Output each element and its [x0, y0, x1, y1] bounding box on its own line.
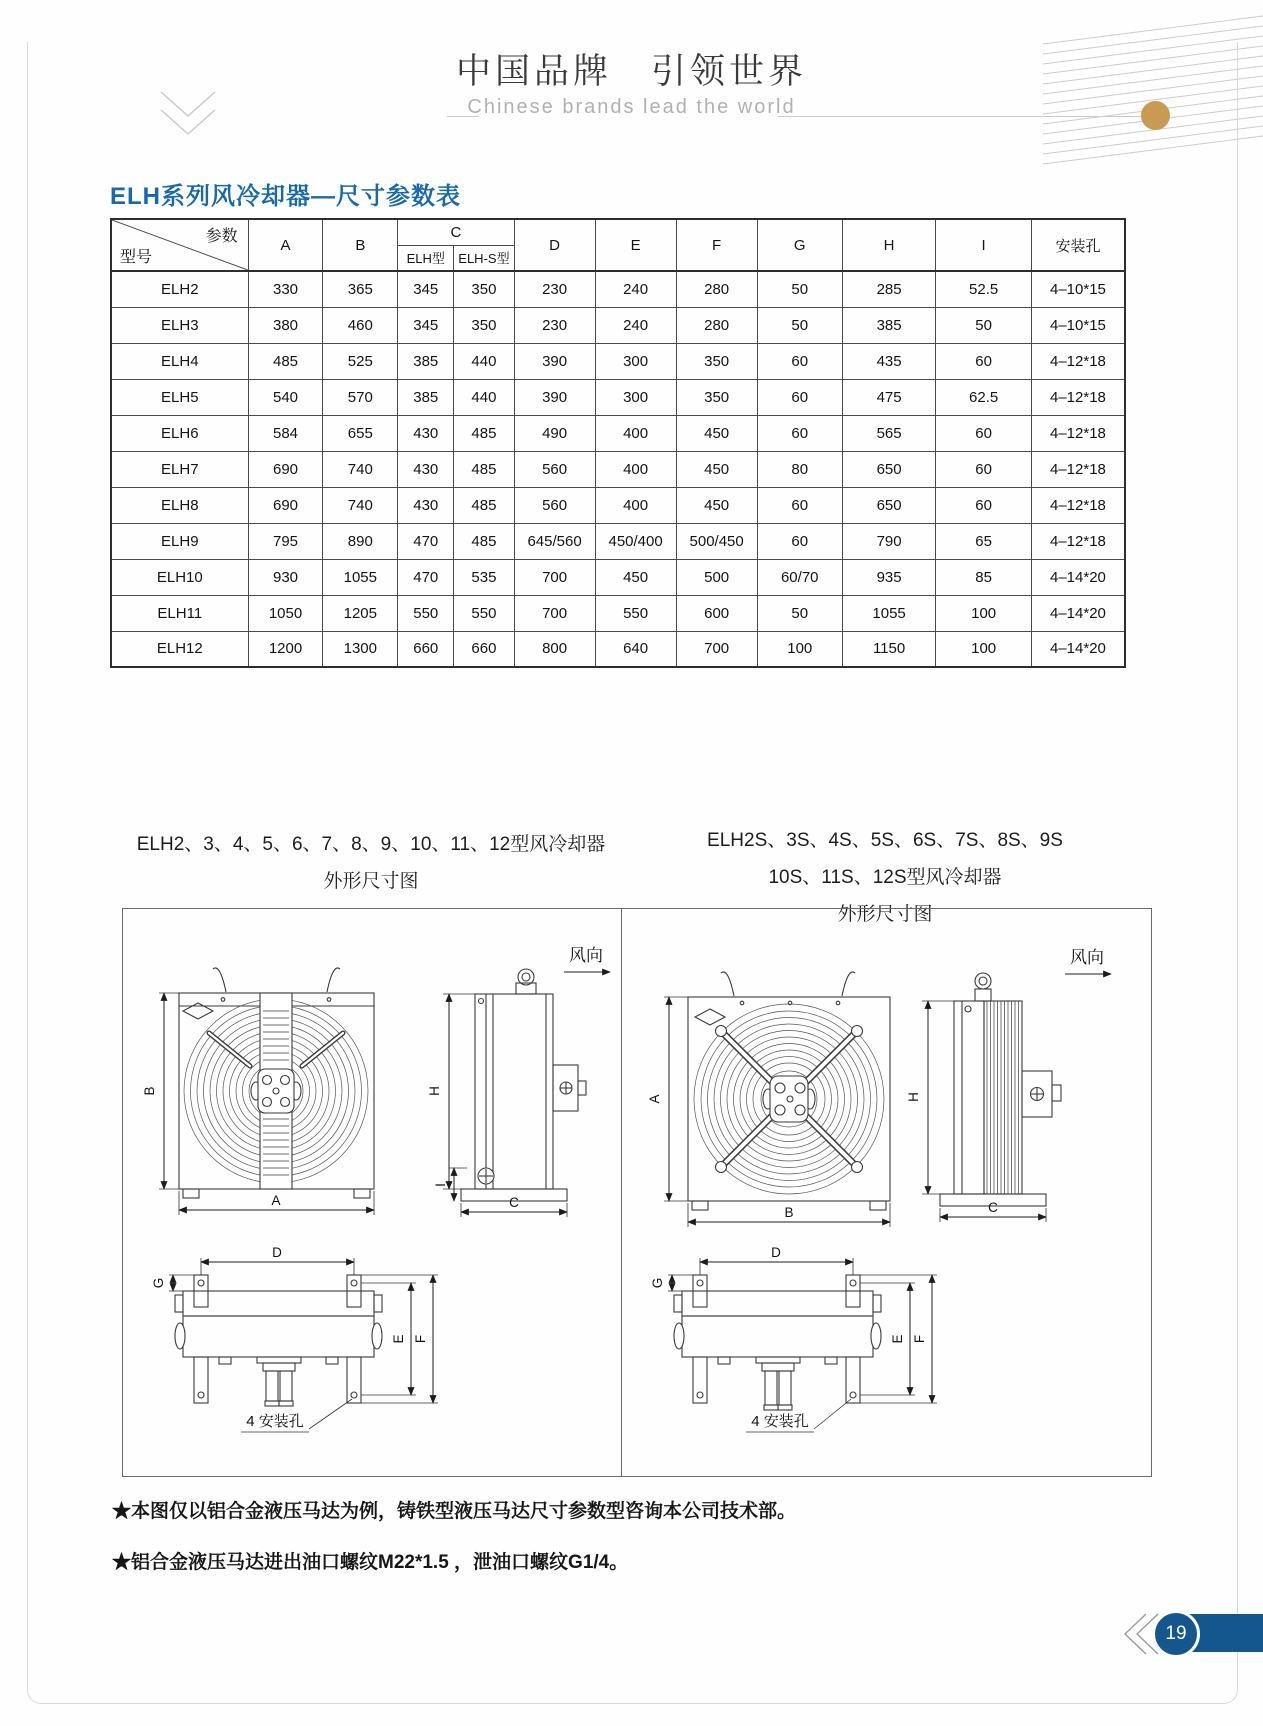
- col-header-b: B: [323, 219, 398, 271]
- value-cell: 4–12*18: [1031, 523, 1125, 559]
- model-cell: ELH12: [111, 631, 248, 667]
- value-cell: 700: [676, 631, 757, 667]
- value-cell: 285: [842, 271, 936, 307]
- value-cell: 62.5: [936, 379, 1032, 415]
- model-cell: ELH7: [111, 451, 248, 487]
- corner-label-param: 参数: [205, 228, 238, 245]
- header-slogan-en: Chinese brands lead the world: [467, 96, 796, 118]
- dim-label-a: A: [647, 1094, 662, 1104]
- value-cell: 385: [842, 307, 936, 343]
- table-row: [111, 559, 1125, 595]
- value-cell: 485: [454, 523, 514, 559]
- dim-label-g: G: [650, 1277, 665, 1289]
- wind-direction-label: 风向: [1070, 948, 1104, 967]
- model-cell: ELH3: [111, 307, 248, 343]
- table-row: [111, 415, 1125, 451]
- table-row: [111, 307, 1125, 343]
- model-cell: ELH11: [111, 595, 248, 631]
- value-cell: 330: [248, 271, 323, 307]
- value-cell: 740: [323, 451, 398, 487]
- value-cell: 565: [842, 415, 936, 451]
- value-cell: 645/560: [514, 523, 595, 559]
- value-cell: 550: [595, 595, 676, 631]
- col-header-c-elh: ELH型: [398, 245, 454, 271]
- value-cell: 390: [514, 379, 595, 415]
- col-header-mount: 安装孔: [1031, 219, 1125, 271]
- value-cell: 4–10*15: [1031, 271, 1125, 307]
- value-cell: 450: [676, 451, 757, 487]
- page-number: 19: [1165, 1623, 1187, 1644]
- value-cell: 50: [757, 271, 842, 307]
- table-corner-cell: [111, 219, 248, 271]
- dim-label-h: H: [427, 1086, 442, 1096]
- value-cell: 430: [398, 451, 454, 487]
- dim-label-d: D: [272, 1245, 282, 1260]
- header-divider-left: [447, 116, 479, 117]
- dim-label-c: C: [509, 1195, 519, 1210]
- caption-right-line3: 外形尺寸图: [837, 904, 933, 925]
- value-cell: 485: [248, 343, 323, 379]
- value-cell: 300: [595, 343, 676, 379]
- value-cell: 4–12*18: [1031, 451, 1125, 487]
- value-cell: 230: [514, 307, 595, 343]
- col-header-h: H: [842, 219, 936, 271]
- value-cell: 4–12*18: [1031, 415, 1125, 451]
- caption-right-line2: 10S、11S、12S型风冷却器: [768, 867, 1002, 888]
- value-cell: 650: [842, 487, 936, 523]
- col-header-e: E: [595, 219, 676, 271]
- value-cell: 795: [248, 523, 323, 559]
- value-cell: 440: [454, 343, 514, 379]
- model-cell: ELH4: [111, 343, 248, 379]
- model-cell: ELH2: [111, 271, 248, 307]
- value-cell: 60: [936, 451, 1032, 487]
- value-cell: 740: [323, 487, 398, 523]
- value-cell: 690: [248, 487, 323, 523]
- value-cell: 60: [757, 343, 842, 379]
- value-cell: 60/70: [757, 559, 842, 595]
- value-cell: 560: [514, 451, 595, 487]
- value-cell: 1050: [248, 595, 323, 631]
- value-cell: 390: [514, 343, 595, 379]
- drawing-elh: [123, 909, 622, 1476]
- value-cell: 890: [323, 523, 398, 559]
- value-cell: 385: [398, 343, 454, 379]
- value-cell: 345: [398, 307, 454, 343]
- value-cell: 52.5: [936, 271, 1032, 307]
- value-cell: 400: [595, 451, 676, 487]
- dim-label-a: A: [271, 1193, 281, 1208]
- value-cell: 570: [323, 379, 398, 415]
- value-cell: 450: [676, 487, 757, 523]
- dim-label-i: I: [433, 1183, 448, 1187]
- value-cell: 350: [454, 307, 514, 343]
- value-cell: 240: [595, 271, 676, 307]
- value-cell: 4–10*15: [1031, 307, 1125, 343]
- value-cell: 350: [676, 379, 757, 415]
- corner-label-model: 型号: [120, 249, 153, 266]
- value-cell: 60: [936, 487, 1032, 523]
- value-cell: 4–12*18: [1031, 379, 1125, 415]
- value-cell: 935: [842, 559, 936, 595]
- value-cell: 65: [936, 523, 1032, 559]
- value-cell: 790: [842, 523, 936, 559]
- dim-label-h: H: [906, 1092, 921, 1102]
- caption-left-line2: 外形尺寸图: [323, 871, 419, 892]
- drawing-elhs: [622, 909, 1151, 1476]
- value-cell: 475: [842, 379, 936, 415]
- value-cell: 240: [595, 307, 676, 343]
- value-cell: 600: [676, 595, 757, 631]
- value-cell: 500/450: [676, 523, 757, 559]
- value-cell: 930: [248, 559, 323, 595]
- table-row: [111, 487, 1125, 523]
- value-cell: 485: [454, 487, 514, 523]
- footnote-1: ★本图仅以铝合金液压马达为例，铸铁型液压马达尺寸参数型咨询本公司技术部。: [112, 1501, 797, 1522]
- table-body: [111, 271, 1125, 667]
- value-cell: 300: [595, 379, 676, 415]
- value-cell: 655: [323, 415, 398, 451]
- col-header-c: C: [398, 219, 514, 245]
- chevron-down-icon: [155, 88, 221, 144]
- value-cell: 485: [454, 451, 514, 487]
- col-header-g: G: [757, 219, 842, 271]
- dim-label-f: F: [912, 1334, 927, 1344]
- value-cell: 280: [676, 271, 757, 307]
- value-cell: 60: [757, 487, 842, 523]
- value-cell: 4–12*18: [1031, 343, 1125, 379]
- value-cell: 500: [676, 559, 757, 595]
- dim-label-d: D: [771, 1245, 781, 1260]
- page-number-badge: [1152, 1610, 1200, 1658]
- value-cell: 525: [323, 343, 398, 379]
- col-header-c-elhs: ELH-S型: [454, 245, 514, 271]
- footnote-2: ★铝合金液压马达进出油口螺纹M22*1.5 ，泄油口螺纹G1/4。: [112, 1552, 629, 1573]
- value-cell: 345: [398, 271, 454, 307]
- model-cell: ELH6: [111, 415, 248, 451]
- elh-outline-drawing: [123, 909, 621, 1476]
- value-cell: 700: [514, 559, 595, 595]
- table-row: [111, 343, 1125, 379]
- value-cell: 430: [398, 415, 454, 451]
- value-cell: 1150: [842, 631, 936, 667]
- col-header-d: D: [514, 219, 595, 271]
- value-cell: 230: [514, 271, 595, 307]
- table-row: [111, 523, 1125, 559]
- caption-left-line1: ELH2、3、4、5、6、7、8、9、10、11、12型风冷却器: [136, 834, 606, 855]
- value-cell: 4–12*18: [1031, 487, 1125, 523]
- page-title: ELH系列风冷却器—尺寸参数表: [110, 183, 461, 210]
- col-header-a: A: [248, 219, 323, 271]
- value-cell: 690: [248, 451, 323, 487]
- value-cell: 400: [595, 415, 676, 451]
- value-cell: 60: [936, 415, 1032, 451]
- value-cell: 450/400: [595, 523, 676, 559]
- value-cell: 365: [323, 271, 398, 307]
- mount-hole-label: 4 安装孔: [751, 1413, 809, 1430]
- value-cell: 100: [936, 631, 1032, 667]
- elhs-outline-drawing: [622, 909, 1151, 1476]
- dim-label-b: B: [784, 1205, 794, 1220]
- value-cell: 50: [936, 307, 1032, 343]
- value-cell: 660: [398, 631, 454, 667]
- model-cell: ELH8: [111, 487, 248, 523]
- value-cell: 450: [676, 415, 757, 451]
- value-cell: 380: [248, 307, 323, 343]
- dim-label-e: E: [391, 1334, 406, 1344]
- value-cell: 60: [757, 523, 842, 559]
- value-cell: 50: [757, 595, 842, 631]
- model-cell: ELH10: [111, 559, 248, 595]
- value-cell: 640: [595, 631, 676, 667]
- value-cell: 584: [248, 415, 323, 451]
- value-cell: 560: [514, 487, 595, 523]
- value-cell: 60: [757, 379, 842, 415]
- value-cell: 1300: [323, 631, 398, 667]
- value-cell: 85: [936, 559, 1032, 595]
- wind-direction-label: 风向: [569, 946, 603, 965]
- value-cell: 450: [595, 559, 676, 595]
- value-cell: 540: [248, 379, 323, 415]
- dim-label-c: C: [988, 1200, 998, 1215]
- col-header-f: F: [676, 219, 757, 271]
- caption-left: [122, 826, 620, 900]
- drawing-panel: [122, 908, 1152, 1477]
- table-row: [111, 451, 1125, 487]
- dim-label-g: G: [151, 1277, 166, 1289]
- value-cell: 100: [936, 595, 1032, 631]
- dim-label-e: E: [890, 1334, 905, 1344]
- value-cell: 550: [454, 595, 514, 631]
- value-cell: 440: [454, 379, 514, 415]
- value-cell: 435: [842, 343, 936, 379]
- value-cell: 4–14*20: [1031, 559, 1125, 595]
- value-cell: 80: [757, 451, 842, 487]
- value-cell: 350: [454, 271, 514, 307]
- value-cell: 350: [676, 343, 757, 379]
- value-cell: 385: [398, 379, 454, 415]
- dim-label-f: F: [413, 1334, 428, 1344]
- value-cell: 700: [514, 595, 595, 631]
- gold-dot-decoration: [1141, 101, 1170, 130]
- value-cell: 100: [757, 631, 842, 667]
- value-cell: 650: [842, 451, 936, 487]
- value-cell: 470: [398, 523, 454, 559]
- value-cell: 1055: [323, 559, 398, 595]
- header-slogan-cn: 中国品牌 引领世界: [455, 52, 807, 91]
- footnotes: [112, 1496, 1112, 1598]
- table-row: [111, 379, 1125, 415]
- value-cell: 460: [323, 307, 398, 343]
- value-cell: 60: [757, 415, 842, 451]
- value-cell: 4–14*20: [1031, 631, 1125, 667]
- value-cell: 50: [757, 307, 842, 343]
- caption-right-line1: ELH2S、3S、4S、5S、6S、7S、8S、9S: [707, 830, 1063, 851]
- value-cell: 485: [454, 415, 514, 451]
- col-header-i: I: [936, 219, 1032, 271]
- value-cell: 1055: [842, 595, 936, 631]
- value-cell: 400: [595, 487, 676, 523]
- value-cell: 1200: [248, 631, 323, 667]
- dim-label-b: B: [142, 1086, 157, 1096]
- model-cell: ELH9: [111, 523, 248, 559]
- value-cell: 4–14*20: [1031, 595, 1125, 631]
- value-cell: 535: [454, 559, 514, 595]
- value-cell: 430: [398, 487, 454, 523]
- value-cell: 550: [398, 595, 454, 631]
- table-row: [111, 595, 1125, 631]
- value-cell: 470: [398, 559, 454, 595]
- value-cell: 660: [454, 631, 514, 667]
- model-cell: ELH5: [111, 379, 248, 415]
- value-cell: 1205: [323, 595, 398, 631]
- table-row: [111, 271, 1125, 307]
- value-cell: 490: [514, 415, 595, 451]
- value-cell: 60: [936, 343, 1032, 379]
- hatch-lines-decoration: [1043, 8, 1263, 168]
- table-row: [111, 631, 1125, 667]
- mount-hole-label: 4 安装孔: [246, 1413, 304, 1430]
- value-cell: 800: [514, 631, 595, 667]
- value-cell: 280: [676, 307, 757, 343]
- dimension-table: [110, 218, 1126, 668]
